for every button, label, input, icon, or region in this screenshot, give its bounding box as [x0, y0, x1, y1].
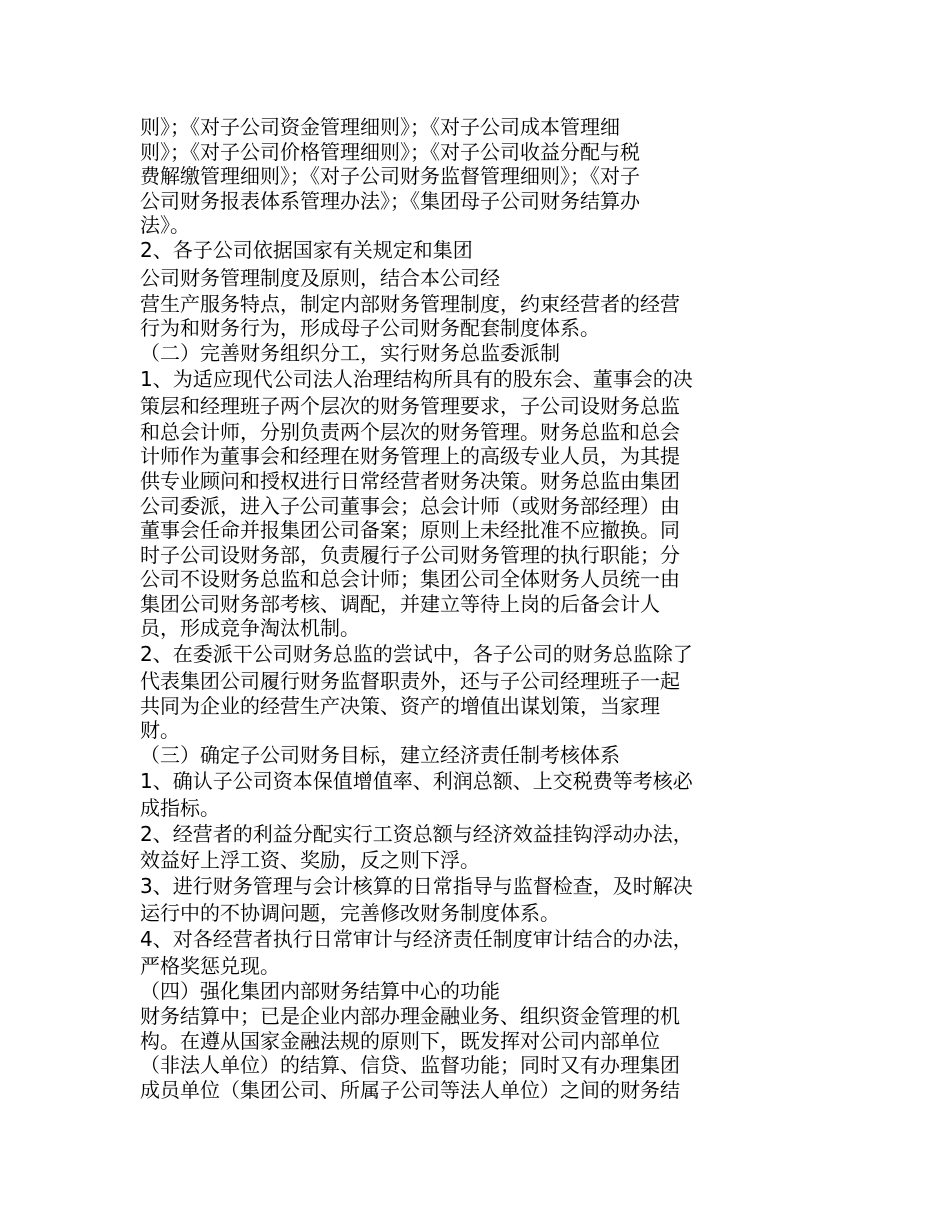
- text-line: 2、各子公司依据国家有关规定和集团: [140, 238, 473, 262]
- section-heading: （二）完善财务组织分工，实行财务总监委派制: [140, 341, 560, 365]
- text-line: 代表集团公司履行财务监督职责外，还与子公司经理班子一起: [140, 669, 680, 693]
- text-line: 公司财务报表体系管理办法》；《集团母子公司财务结算办: [140, 189, 640, 213]
- section-heading: （三）确定子公司财务目标，建立经济责任制考核体系: [140, 743, 620, 767]
- text-line: 运行中的不协调问题，完善修改财务制度体系。: [140, 901, 560, 925]
- text-line: 严格奖惩兑现。: [140, 954, 280, 978]
- text-line: 则》；《对子公司价格管理细则》；《对子公司收益分配与税: [140, 140, 640, 164]
- text-line: 公司不设财务总监和总会计师；集团公司全体财务人员统一由: [140, 567, 680, 591]
- text-line: 2、在委派干公司财务总监的尝试中，各子公司的财务总监除了: [140, 642, 693, 666]
- text-line: 营生产服务特点，制定内部财务管理制度，约束经营者的经营: [140, 292, 680, 316]
- text-line: 时子公司设财务部，负责履行子公司财务管理的执行职能；分: [140, 543, 680, 567]
- text-line: 策层和经理班子两个层次的财务管理要求，子公司设财务总监: [140, 394, 680, 418]
- text-line: 公司财务管理制度及原则，结合本公司经: [140, 266, 500, 290]
- text-line: 4、对各经营者执行日常审计与经济责任制度审计结合的办法，: [140, 927, 693, 951]
- text-line: 2、经营者的利益分配实行工资总额与经济效益挂钩浮动办法，: [140, 822, 693, 846]
- text-line: 财。: [140, 718, 180, 742]
- text-line: 员，形成竞争淘汰机制。: [140, 616, 360, 640]
- text-line: 1、为适应现代公司法人治理结构所具有的股东会、董事会的决: [140, 367, 693, 391]
- text-line: 费解缴管理细则》；《对子公司财务监督管理细则》；《对子: [140, 164, 640, 188]
- text-line: 构。在遵从国家金融法规的原则下，既发挥对公司内部单位: [140, 1029, 660, 1053]
- text-line: 公司委派，进入子公司董事会；总会计师（或财务部经理）由: [140, 494, 680, 518]
- text-line: 计师作为董事会和经理在财务管理上的高级专业人员，为其提: [140, 444, 680, 468]
- text-line: 集团公司财务部考核、调配，并建立等待上岗的后备会计人: [140, 592, 660, 616]
- section-heading: （四）强化集团内部财务结算中心的功能: [140, 979, 500, 1003]
- text-line: 成指标。: [140, 796, 220, 820]
- text-line: 1、确认子公司资本保值增值率、利润总额、上交税费等考核必: [140, 769, 693, 793]
- text-line: 财务结算中；已是企业内部办理金融业务、组织资金管理的机: [140, 1004, 680, 1028]
- text-line: 供专业顾问和授权进行日常经营者财务决策。财务总监由集团: [140, 469, 680, 493]
- text-line: （非法人单位）的结算、信贷、监督功能；同时又有办理集团: [140, 1053, 680, 1077]
- text-line: 则》；《对子公司资金管理细则》；《对子公司成本管理细: [140, 115, 620, 139]
- text-line: 共同为企业的经营生产决策、资产的增值出谋划策，当家理: [140, 694, 660, 718]
- text-line: 效益好上浮工资、奖励，反之则下浮。: [140, 848, 480, 872]
- text-line: 和总会计师，分别负责两个层次的财务管理。财务总监和总会: [140, 420, 680, 444]
- text-line: 行为和财务行为，形成母子公司财务配套制度体系。: [140, 316, 600, 340]
- text-line: 3、进行财务管理与会计核算的日常指导与监督检查，及时解决: [140, 874, 693, 898]
- text-line: 法》。: [140, 213, 190, 237]
- text-line: 董事会任命并报集团公司备案；原则上未经批准不应撤换。同: [140, 518, 680, 542]
- text-line: 成员单位（集团公司、所属子公司等法人单位）之间的财务结: [140, 1078, 680, 1102]
